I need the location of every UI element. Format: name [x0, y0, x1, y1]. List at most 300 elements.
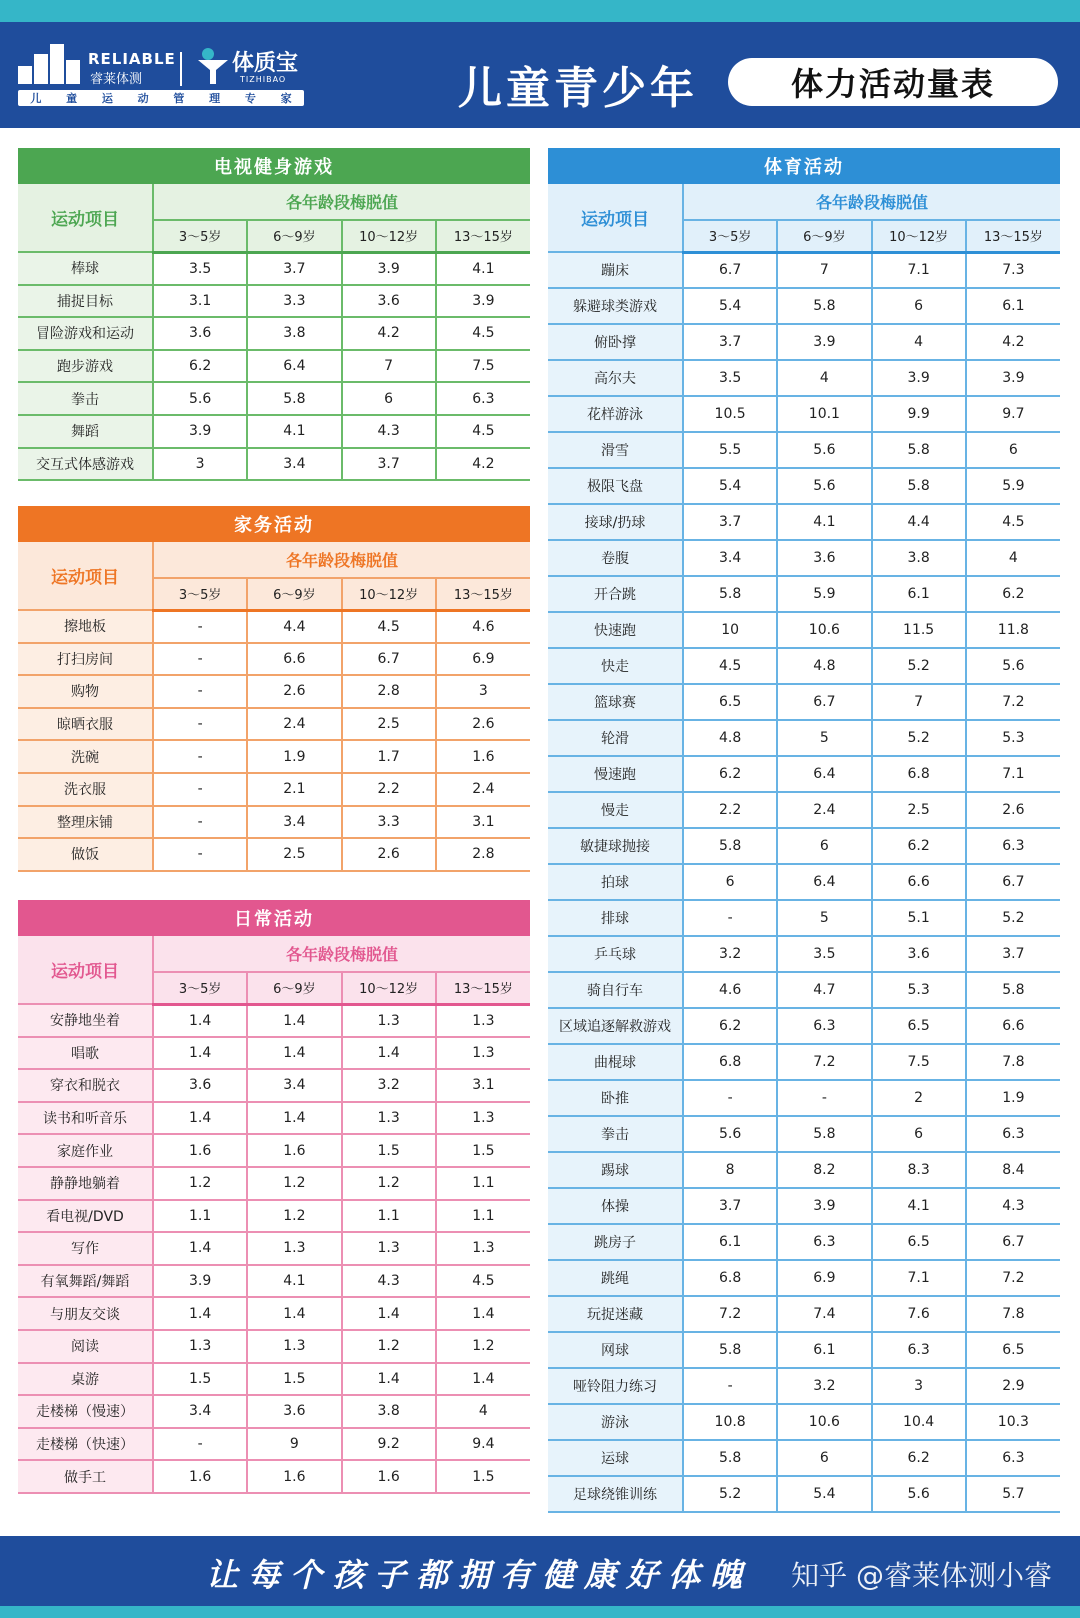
activity-name: 交互式体感游戏 [18, 448, 153, 481]
table-row [548, 720, 1060, 756]
table-row [548, 648, 1060, 684]
met-value: 7.6 [872, 1296, 966, 1332]
table-row [548, 396, 1060, 432]
met-value: 4.8 [683, 720, 777, 756]
met-value: 1.1 [342, 1200, 436, 1233]
met-value: 4 [966, 540, 1060, 576]
activity-name: 接球/扔球 [548, 504, 683, 540]
table-row [18, 708, 530, 741]
table-row [18, 415, 530, 448]
met-value: 2.6 [342, 838, 436, 871]
activity-name: 穿衣和脱衣 [18, 1069, 153, 1102]
activity-name: 拳击 [18, 382, 153, 415]
met-value: 5.8 [683, 828, 777, 864]
table-row [548, 828, 1060, 864]
table-row [548, 1116, 1060, 1152]
activity-name: 拳击 [548, 1116, 683, 1152]
met-value: 5.8 [777, 1116, 871, 1152]
met-value: 2.2 [342, 773, 436, 806]
met-value: 1.4 [247, 1004, 341, 1037]
met-value: 5.4 [683, 288, 777, 324]
activity-name: 与朋友交谈 [18, 1297, 153, 1330]
met-value: 7.5 [436, 350, 530, 383]
activity-name: 游泳 [548, 1404, 683, 1440]
activity-name: 有氧舞蹈/舞蹈 [18, 1265, 153, 1298]
met-value: 6.2 [683, 756, 777, 792]
met-value: 1.4 [153, 1004, 247, 1037]
met-value: 3.6 [153, 317, 247, 350]
met-value: 4.4 [872, 504, 966, 540]
met-value: 4.1 [247, 1265, 341, 1298]
met-value: 1.7 [342, 740, 436, 773]
met-value: 1.4 [247, 1037, 341, 1070]
met-value: 1.2 [342, 1167, 436, 1200]
column-header-age: 6～9岁 [247, 220, 341, 252]
column-header-met-group: 各年龄段梅脱值 [153, 936, 530, 972]
met-value: 5.8 [966, 972, 1060, 1008]
activity-name: 走楼梯（快速） [18, 1428, 153, 1461]
met-value: 5.6 [966, 648, 1060, 684]
activity-name: 擦地板 [18, 610, 153, 643]
met-value: - [683, 1080, 777, 1116]
activity-name: 捕捉目标 [18, 285, 153, 318]
activity-name: 体操 [548, 1188, 683, 1224]
column-header-age: 10～12岁 [342, 578, 436, 610]
table-row [18, 838, 530, 871]
met-value: 3.8 [247, 317, 341, 350]
slogan-char: 理 [209, 92, 221, 105]
met-value: 4.2 [342, 317, 436, 350]
met-value: 3.8 [342, 1395, 436, 1428]
logo-divider [180, 52, 182, 86]
met-value: 3.7 [247, 252, 341, 285]
activity-name: 做饭 [18, 838, 153, 871]
met-value: 9.7 [966, 396, 1060, 432]
activity-name: 家庭作业 [18, 1134, 153, 1167]
activity-name: 冒险游戏和运动 [18, 317, 153, 350]
met-value: 3.8 [872, 540, 966, 576]
met-value: 2.4 [436, 773, 530, 806]
met-value: 1.2 [342, 1330, 436, 1363]
met-value: 10 [683, 612, 777, 648]
met-value: 4.4 [247, 610, 341, 643]
met-value: 3.7 [966, 936, 1060, 972]
section-title: 电视健身游戏 [18, 148, 530, 184]
activity-name: 看电视/DVD [18, 1200, 153, 1233]
met-value: 6.1 [683, 1224, 777, 1260]
met-value: 4.3 [342, 415, 436, 448]
met-value: 1.4 [153, 1232, 247, 1265]
column-header-activity: 运动项目 [548, 184, 683, 252]
met-value: 1.6 [342, 1460, 436, 1493]
met-value: 5.9 [777, 576, 871, 612]
tizhibao-logo-icon [196, 46, 230, 86]
column-header-activity: 运动项目 [18, 936, 153, 1004]
activity-name: 足球绕锥训练 [548, 1476, 683, 1512]
brand-name-cn: 睿莱体测 [90, 72, 143, 87]
table-row [548, 1440, 1060, 1476]
page-title: 儿童青少年 [458, 63, 698, 114]
met-value: - [153, 643, 247, 676]
met-value: 7.8 [966, 1296, 1060, 1332]
table-row [548, 1044, 1060, 1080]
met-value: 6.8 [683, 1044, 777, 1080]
met-value: 1.3 [342, 1232, 436, 1265]
met-value: 6 [777, 828, 871, 864]
met-value: 5.2 [872, 720, 966, 756]
met-value: 2.8 [436, 838, 530, 871]
met-value: 3.4 [247, 806, 341, 839]
met-value: 6.3 [777, 1008, 871, 1044]
met-value: 5.6 [683, 1116, 777, 1152]
table-row [18, 1460, 530, 1493]
met-value: 1.6 [153, 1134, 247, 1167]
header-slogan [18, 90, 304, 106]
activity-name: 轮滑 [548, 720, 683, 756]
met-value: 6.5 [872, 1224, 966, 1260]
met-value: 1.1 [436, 1200, 530, 1233]
activity-name: 躲避球类游戏 [548, 288, 683, 324]
met-value: 4.5 [342, 610, 436, 643]
column-header-met-group: 各年龄段梅脱值 [683, 184, 1060, 220]
table-row [18, 1037, 530, 1070]
met-value: 6.4 [777, 756, 871, 792]
met-value: 3.4 [153, 1395, 247, 1428]
met-value: 6 [872, 288, 966, 324]
met-value: 1.4 [342, 1297, 436, 1330]
met-value: 1.3 [342, 1102, 436, 1135]
met-value: 4.5 [436, 415, 530, 448]
table-row [548, 324, 1060, 360]
met-value: 10.1 [777, 396, 871, 432]
table-row [548, 756, 1060, 792]
table-row [18, 773, 530, 806]
met-value: 9.4 [436, 1428, 530, 1461]
subtitle-pill [728, 58, 1058, 106]
met-value: 5.4 [683, 468, 777, 504]
met-value: 9.9 [872, 396, 966, 432]
table-row [18, 1428, 530, 1461]
product-name-en: TIZHIBAO [240, 75, 287, 84]
met-value: 5.3 [966, 720, 1060, 756]
activity-name: 快速跑 [548, 612, 683, 648]
met-value: 2.4 [777, 792, 871, 828]
met-value: 1.6 [436, 740, 530, 773]
met-value: 3.3 [247, 285, 341, 318]
activity-name: 曲棍球 [548, 1044, 683, 1080]
met-value: 3.6 [247, 1395, 341, 1428]
met-value: - [777, 1080, 871, 1116]
met-value: 3.1 [153, 285, 247, 318]
met-value: 6.2 [966, 576, 1060, 612]
activity-name: 开合跳 [548, 576, 683, 612]
met-value: 1.2 [436, 1330, 530, 1363]
column-header-age: 13～15岁 [966, 220, 1060, 252]
activity-name: 滑雪 [548, 432, 683, 468]
met-value: 3.6 [153, 1069, 247, 1102]
table-row [18, 1297, 530, 1330]
met-value: 8.3 [872, 1152, 966, 1188]
met-value: 4.1 [777, 504, 871, 540]
met-value: 2.9 [966, 1368, 1060, 1404]
column-header-age: 6～9岁 [247, 972, 341, 1004]
met-value: 6.5 [966, 1332, 1060, 1368]
met-value: 6.5 [872, 1008, 966, 1044]
column-header-age: 3～5岁 [683, 220, 777, 252]
met-value: 6.7 [966, 1224, 1060, 1260]
met-value: 6.6 [247, 643, 341, 676]
table-row [548, 1008, 1060, 1044]
met-value: 6.7 [777, 684, 871, 720]
table-row [548, 504, 1060, 540]
activity-name: 整理床铺 [18, 806, 153, 839]
met-value: 8.4 [966, 1152, 1060, 1188]
table-row [18, 1265, 530, 1298]
met-value: 1.5 [247, 1363, 341, 1396]
met-value: 5.9 [966, 468, 1060, 504]
met-value: 4.5 [683, 648, 777, 684]
activity-name: 购物 [18, 675, 153, 708]
product-name-cn: 体质宝 [232, 51, 299, 76]
met-value: 4.1 [436, 252, 530, 285]
table-row [18, 610, 530, 643]
column-header-age: 3～5岁 [153, 578, 247, 610]
met-value: 5.8 [683, 576, 777, 612]
met-value: 6.3 [436, 382, 530, 415]
activity-name: 哑铃阻力练习 [548, 1368, 683, 1404]
met-value: 3.7 [683, 504, 777, 540]
met-value: 7 [872, 684, 966, 720]
met-value: 4.1 [247, 415, 341, 448]
met-value: 1.3 [436, 1232, 530, 1265]
met-value: 6.3 [966, 828, 1060, 864]
met-value: 11.5 [872, 612, 966, 648]
met-value: 1.4 [153, 1037, 247, 1070]
met-value: 6.9 [436, 643, 530, 676]
met-value: 7.2 [777, 1044, 871, 1080]
met-value: 1.3 [342, 1004, 436, 1037]
met-value: 5.8 [683, 1440, 777, 1476]
table-row [548, 1152, 1060, 1188]
table-row [18, 1395, 530, 1428]
met-value: 1.3 [436, 1037, 530, 1070]
section-sports [548, 148, 1060, 1513]
met-value: - [153, 740, 247, 773]
met-value: 4.5 [436, 1265, 530, 1298]
met-value: 6 [683, 864, 777, 900]
met-value: 1.9 [966, 1080, 1060, 1116]
activity-name: 慢速跑 [548, 756, 683, 792]
met-value: 7.2 [966, 684, 1060, 720]
activity-name: 极限飞盘 [548, 468, 683, 504]
met-value: 2.6 [966, 792, 1060, 828]
met-value: 4 [436, 1395, 530, 1428]
activity-name: 玩捉迷藏 [548, 1296, 683, 1332]
table-row [548, 792, 1060, 828]
met-value: 6 [342, 382, 436, 415]
table-row [548, 1224, 1060, 1260]
table-row [548, 432, 1060, 468]
column-header-age: 10～12岁 [872, 220, 966, 252]
activity-name: 排球 [548, 900, 683, 936]
met-value: 5.6 [153, 382, 247, 415]
met-value: 4.5 [966, 504, 1060, 540]
slogan-char: 动 [137, 92, 149, 105]
met-value: 4.8 [777, 648, 871, 684]
met-value: 10.6 [777, 612, 871, 648]
met-value: 8 [683, 1152, 777, 1188]
column-header-age: 13～15岁 [436, 972, 530, 1004]
activity-name: 洗衣服 [18, 773, 153, 806]
table-row [548, 1368, 1060, 1404]
met-value: 6.9 [777, 1260, 871, 1296]
met-value: 10.6 [777, 1404, 871, 1440]
met-value: 8.2 [777, 1152, 871, 1188]
met-value: 9 [247, 1428, 341, 1461]
met-value: 7.1 [966, 756, 1060, 792]
met-value: 2.1 [247, 773, 341, 806]
table-row [548, 972, 1060, 1008]
met-value: 3.2 [342, 1069, 436, 1102]
table-row [548, 1080, 1060, 1116]
activity-name: 阅读 [18, 1330, 153, 1363]
table-row [548, 612, 1060, 648]
met-value: 2 [872, 1080, 966, 1116]
table-row [548, 360, 1060, 396]
met-value: 4.7 [777, 972, 871, 1008]
met-value: 5.8 [872, 468, 966, 504]
met-value: - [153, 806, 247, 839]
met-value: 6.4 [247, 350, 341, 383]
met-value: 1.1 [436, 1167, 530, 1200]
page-subtitle: 体力活动量表 [790, 65, 995, 103]
activity-name: 写作 [18, 1232, 153, 1265]
table-row [548, 468, 1060, 504]
met-value: 10.3 [966, 1404, 1060, 1440]
activity-name: 俯卧撑 [548, 324, 683, 360]
activity-name: 敏捷球抛接 [548, 828, 683, 864]
table-row [18, 806, 530, 839]
met-value: 3.7 [342, 448, 436, 481]
table-row [18, 1200, 530, 1233]
met-value: 3 [436, 675, 530, 708]
met-value: 6 [872, 1116, 966, 1152]
metrics-table [548, 184, 1060, 1513]
met-value: 1.4 [342, 1037, 436, 1070]
met-value: 3.4 [247, 1069, 341, 1102]
activity-name: 蹦床 [548, 252, 683, 288]
met-value: 1.4 [436, 1363, 530, 1396]
table-row [18, 1069, 530, 1102]
met-value: 5.6 [777, 468, 871, 504]
met-value: 3.6 [342, 285, 436, 318]
activity-name: 走楼梯（慢速） [18, 1395, 153, 1428]
met-value: 5.6 [777, 432, 871, 468]
table-row [548, 1332, 1060, 1368]
met-value: 4.6 [436, 610, 530, 643]
activity-name: 高尔夫 [548, 360, 683, 396]
met-value: 1.4 [153, 1102, 247, 1135]
metrics-table [18, 542, 530, 872]
table-row [548, 576, 1060, 612]
met-value: 4.3 [966, 1188, 1060, 1224]
met-value: 1.4 [342, 1363, 436, 1396]
met-value: 7.4 [777, 1296, 871, 1332]
activity-name: 快走 [548, 648, 683, 684]
table-row [548, 684, 1060, 720]
met-value: - [683, 900, 777, 936]
met-value: 1.3 [247, 1232, 341, 1265]
met-value: 1.5 [436, 1134, 530, 1167]
page-header [0, 22, 1080, 128]
table-row [548, 1296, 1060, 1332]
table-row [18, 448, 530, 481]
column-header-met-group: 各年龄段梅脱值 [153, 542, 530, 578]
met-value: 3.9 [966, 360, 1060, 396]
activity-name: 洗碗 [18, 740, 153, 773]
column-header-age: 6～9岁 [247, 578, 341, 610]
met-value: 1.6 [247, 1460, 341, 1493]
met-value: 3.9 [153, 1265, 247, 1298]
table-row [18, 675, 530, 708]
footer-slogan: 让每个孩子都拥有健康好体魄 [206, 1556, 753, 1594]
activity-name: 跳绳 [548, 1260, 683, 1296]
met-value: 2.2 [683, 792, 777, 828]
met-value: 3.5 [683, 360, 777, 396]
met-value: 6.2 [153, 350, 247, 383]
met-value: 6 [966, 432, 1060, 468]
table-row [548, 288, 1060, 324]
met-value: 5.2 [872, 648, 966, 684]
met-value: 10.8 [683, 1404, 777, 1440]
activity-name: 卧推 [548, 1080, 683, 1116]
activity-name: 篮球赛 [548, 684, 683, 720]
column-header-age: 6～9岁 [777, 220, 871, 252]
met-value: 3.4 [683, 540, 777, 576]
met-value: 6.6 [872, 864, 966, 900]
met-value: 1.4 [153, 1297, 247, 1330]
activity-name: 唱歌 [18, 1037, 153, 1070]
activity-name: 卷腹 [548, 540, 683, 576]
met-value: 3.9 [153, 415, 247, 448]
activity-name: 跳房子 [548, 1224, 683, 1260]
met-value: 4.1 [872, 1188, 966, 1224]
table-row [18, 350, 530, 383]
activity-name: 乒乓球 [548, 936, 683, 972]
activity-name: 踢球 [548, 1152, 683, 1188]
met-value: 1.1 [153, 1200, 247, 1233]
met-value: 6.3 [966, 1116, 1060, 1152]
met-value: 3.6 [777, 540, 871, 576]
met-value: 7.8 [966, 1044, 1060, 1080]
met-value: - [683, 1368, 777, 1404]
met-value: 4 [777, 360, 871, 396]
met-value: 2.4 [247, 708, 341, 741]
metrics-table [18, 184, 530, 481]
met-value: 5.8 [247, 382, 341, 415]
table-row [18, 317, 530, 350]
column-header-age: 3～5岁 [153, 972, 247, 1004]
met-value: 3.9 [436, 285, 530, 318]
met-value: 6 [777, 1440, 871, 1476]
met-value: 5.6 [872, 1476, 966, 1512]
bottom-accent-strip [0, 1606, 1080, 1618]
met-value: 5 [777, 720, 871, 756]
met-value: 4 [872, 324, 966, 360]
met-value: 3.6 [872, 936, 966, 972]
column-header-activity: 运动项目 [18, 184, 153, 252]
met-value: 7 [342, 350, 436, 383]
